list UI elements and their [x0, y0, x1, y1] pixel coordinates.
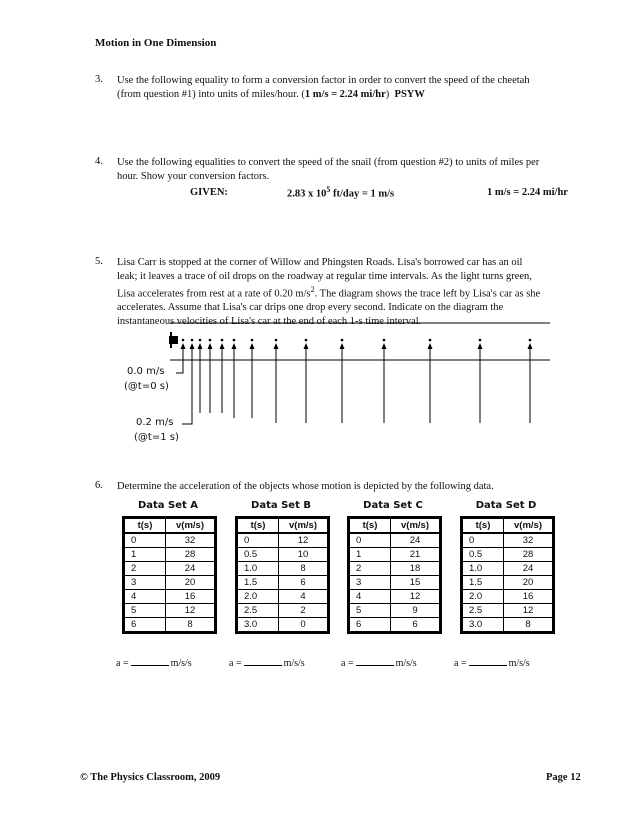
velocity-cell: 28 [504, 548, 554, 562]
velocity-cell: 6 [279, 576, 329, 590]
velocity-cell: 10 [279, 548, 329, 562]
time-label-0: (@t=0 s) [124, 381, 169, 392]
oil-drop [233, 339, 236, 342]
oil-drop [221, 339, 224, 342]
table-row [124, 548, 216, 562]
copyright-footer: © The Physics Classroom, 2009 [80, 772, 221, 783]
question-3-number: 3. [95, 74, 103, 85]
table-row [349, 548, 441, 562]
answer-prefix: a = [116, 658, 129, 669]
table-row [237, 533, 329, 548]
time-cell: 0 [237, 533, 279, 548]
table-row [124, 604, 216, 618]
velocity-cell: 8 [279, 562, 329, 576]
time-cell: 0 [462, 533, 504, 548]
velocity-cell: 20 [166, 576, 216, 590]
velocity-cell: 2 [279, 604, 329, 618]
table-header-row [237, 518, 329, 534]
velocity-cell: 18 [391, 562, 441, 576]
data-set-table [460, 516, 555, 634]
column-header-velocity: v(m/s) [166, 518, 216, 534]
velocity-cell: 21 [391, 548, 441, 562]
table-row [124, 533, 216, 548]
given-eq1-exponent: 5 [326, 185, 331, 194]
column-header-velocity: v(m/s) [391, 518, 441, 534]
table-row [462, 562, 554, 576]
time-cell: 1.0 [462, 562, 504, 576]
question-4-text [117, 156, 607, 183]
velocity-cell: 8 [504, 618, 554, 633]
question-5-number: 5. [95, 256, 103, 267]
velocity-cell: 28 [166, 548, 216, 562]
oil-drop [529, 339, 532, 342]
velocity-cell: 15 [391, 576, 441, 590]
question-3-line2-suffix: ) [385, 88, 390, 100]
table-row [349, 590, 441, 604]
question-4-line1: Use the following equalities to convert the speed of the snail (from question #2) to units of miles per [117, 157, 540, 168]
table-row [237, 562, 329, 576]
oil-drop [182, 339, 185, 342]
time-cell: 3.0 [462, 618, 504, 633]
column-header-time: t(s) [237, 518, 279, 534]
answer-prefix: a = [454, 658, 467, 669]
question-5-line4: accelerates. Assume that Lisa's car drips one drop every second. Indicate on the diagram the [117, 302, 504, 313]
velocity-cell: 12 [504, 604, 554, 618]
answer-units: m/s/s [283, 658, 305, 669]
time-cell: 0.5 [237, 548, 279, 562]
table-row [237, 618, 329, 633]
table-row [237, 548, 329, 562]
question-6-number: 6. [95, 480, 103, 491]
acceleration-answer [116, 657, 192, 669]
page-number: Page 12 [546, 772, 581, 783]
table-row [462, 604, 554, 618]
question-5-line1: Lisa Carr is stopped at the corner of Willow and Phingsten Roads. Lisa's borrowed car has an oil [117, 257, 523, 268]
oil-drop [251, 339, 254, 342]
question-5-line3-a: Lisa accelerates from rest at a rate of 0.20 m/s [117, 288, 311, 300]
page-title: Motion in One Dimension [95, 37, 217, 49]
question-5-line3 [117, 283, 587, 301]
time-cell: 1.5 [462, 576, 504, 590]
time-cell: 2 [124, 562, 166, 576]
given-label: GIVEN: [190, 187, 228, 198]
data-set-title: Data Set D [475, 500, 537, 511]
answer-prefix: a = [229, 658, 242, 669]
oil-drop [429, 339, 432, 342]
time-cell: 2.0 [462, 590, 504, 604]
velocity-cell: 9 [391, 604, 441, 618]
table-row [349, 576, 441, 590]
time-cell: 1.0 [237, 562, 279, 576]
time-label-1: (@t=1 s) [134, 432, 179, 443]
velocity-cell: 12 [391, 590, 441, 604]
column-header-velocity: v(m/s) [279, 518, 329, 534]
time-cell: 2.5 [237, 604, 279, 618]
answer-blank[interactable] [244, 657, 282, 666]
oil-drop-diagram [110, 318, 560, 448]
table-row [124, 562, 216, 576]
table-row [462, 590, 554, 604]
table-row [237, 576, 329, 590]
velocity-cell: 16 [166, 590, 216, 604]
table-row [237, 590, 329, 604]
time-cell: 1.5 [237, 576, 279, 590]
question-3-line2-prefix: (from question #1) into units of miles/hour. ( [117, 88, 305, 100]
time-cell: 1 [349, 548, 391, 562]
velocity-cell: 32 [504, 533, 554, 548]
velocity-cell: 0 [279, 618, 329, 633]
table-row [124, 576, 216, 590]
oil-drop [479, 339, 482, 342]
question-3-line2 [117, 88, 607, 102]
time-cell: 4 [349, 590, 391, 604]
table-row [124, 590, 216, 604]
data-set-title: Data Set C [363, 500, 423, 511]
time-cell: 0 [349, 533, 391, 548]
answer-prefix: a = [341, 658, 354, 669]
time-cell: 5 [124, 604, 166, 618]
column-header-time: t(s) [124, 518, 166, 534]
table-row [462, 533, 554, 548]
time-cell: 2.0 [237, 590, 279, 604]
answer-units: m/s/s [508, 658, 530, 669]
data-set-title: Data Set A [137, 500, 199, 511]
column-header-time: t(s) [462, 518, 504, 534]
velocity-cell: 12 [166, 604, 216, 618]
question-3-equality: 1 m/s = 2.24 mi/hr [304, 88, 386, 100]
table-row [124, 618, 216, 633]
table-header-row [349, 518, 441, 534]
velocity-cell: 4 [279, 590, 329, 604]
given-equality-2: 1 m/s = 2.24 mi/hr [487, 187, 568, 198]
oil-drop [275, 339, 278, 342]
table-row [349, 562, 441, 576]
time-cell: 6 [124, 618, 166, 633]
velocity-cell: 32 [166, 533, 216, 548]
question-4-number: 4. [95, 156, 103, 167]
table-row [462, 618, 554, 633]
given-eq1-rest: ft/day = 1 m/s [330, 188, 395, 200]
answer-blank[interactable] [356, 657, 394, 666]
answer-blank[interactable] [469, 657, 507, 666]
answer-units: m/s/s [395, 658, 417, 669]
velocity-cell: 24 [504, 562, 554, 576]
table-header-row [124, 518, 216, 534]
psyw-label: PSYW [394, 88, 425, 100]
time-cell: 3 [349, 576, 391, 590]
time-cell: 5 [349, 604, 391, 618]
question-4-line2: hour. Show your conversion factors. [117, 170, 270, 182]
question-5-line3-b: . The diagram shows the trace left by Lisa's car as she [314, 288, 541, 300]
table-row [349, 604, 441, 618]
table-row [349, 533, 441, 548]
acceleration-answer [341, 657, 417, 669]
data-set-table [347, 516, 442, 634]
time-cell: 2.5 [462, 604, 504, 618]
velocity-cell: 24 [391, 533, 441, 548]
time-cell: 0 [124, 533, 166, 548]
given-eq1-base: 2.83 x 10 [287, 188, 327, 200]
time-cell: 4 [124, 590, 166, 604]
table-row [237, 604, 329, 618]
data-set-table [122, 516, 217, 634]
car-drop-start [169, 332, 178, 348]
velocity-cell: 12 [279, 533, 329, 548]
velocity-cell: 8 [166, 618, 216, 633]
oil-drop [199, 339, 202, 342]
time-cell: 0.5 [462, 548, 504, 562]
velocity-cell: 16 [504, 590, 554, 604]
answer-blank[interactable] [131, 657, 169, 666]
oil-drop [305, 339, 308, 342]
velocity-cell: 24 [166, 562, 216, 576]
question-5-line5: instantaneous velocities of Lisa's car at the end of each 1-s time interval. [117, 315, 422, 327]
time-cell: 6 [349, 618, 391, 633]
acceleration-answer [229, 657, 305, 669]
table-row [462, 548, 554, 562]
velocity-label-0: 0.0 m/s [127, 366, 165, 377]
label-v0-leader [176, 360, 183, 373]
question-5-exponent: 2 [310, 285, 315, 294]
time-cell: 2 [349, 562, 391, 576]
oil-drops [181, 339, 533, 423]
question-6-text: Determine the acceleration of the objects whose motion is depicted by the following data. [117, 481, 494, 492]
table-row [349, 618, 441, 633]
column-header-time: t(s) [349, 518, 391, 534]
question-3-text [117, 74, 607, 101]
velocity-label-1: 0.2 m/s [136, 417, 174, 428]
data-set-table [235, 516, 330, 634]
table-row [462, 576, 554, 590]
oil-drop [209, 339, 212, 342]
answer-units: m/s/s [170, 658, 192, 669]
question-5-line2: leak; it leaves a trace of oil drops on the roadway at regular time intervals. As the light turns green, [117, 270, 532, 282]
data-set-title: Data Set B [251, 500, 311, 511]
velocity-cell: 20 [504, 576, 554, 590]
table-header-row [462, 518, 554, 534]
oil-drop [383, 339, 386, 342]
question-3-line1: Use the following equality to form a conversion factor in order to convert the speed of the cheetah [117, 75, 530, 86]
given-equality-1 [287, 185, 394, 200]
velocity-cell: 6 [391, 618, 441, 633]
time-cell: 3 [124, 576, 166, 590]
time-cell: 1 [124, 548, 166, 562]
column-header-velocity: v(m/s) [504, 518, 554, 534]
acceleration-answer [454, 657, 530, 669]
time-cell: 3.0 [237, 618, 279, 633]
oil-drop [191, 339, 194, 342]
oil-drop [341, 339, 344, 342]
